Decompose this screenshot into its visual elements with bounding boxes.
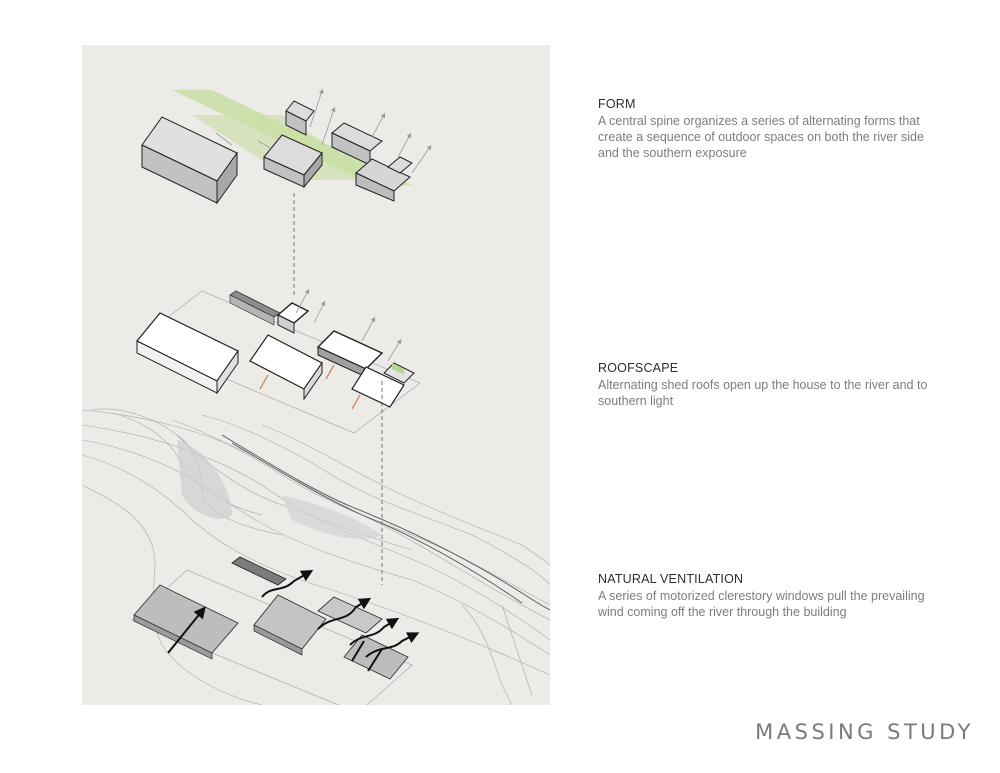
caption-ventilation [598, 572, 928, 620]
vent-block-1 [134, 585, 238, 659]
form-layer [142, 90, 430, 295]
roof-tower [278, 303, 308, 333]
roofscape-layer [137, 291, 420, 585]
vent-block-2 [254, 595, 326, 655]
roof-2 [250, 335, 322, 399]
caption-roofscape [598, 361, 928, 409]
caption-form [598, 97, 928, 161]
caption-roofscape-title: ROOFSCAPE [598, 361, 679, 375]
vent-block-3 [318, 597, 382, 633]
caption-ventilation-text: A series of motorized clerestory windows pull the prevailing wind coming off the river through the building [598, 589, 925, 619]
terrain-contours [82, 409, 550, 705]
sheet-title: MASSING STUDY [755, 720, 974, 744]
caption-ventilation-title: NATURAL VENTILATION [598, 572, 744, 586]
massing-diagram [82, 45, 550, 705]
diagram-panel [82, 45, 550, 705]
ventilation-layer [82, 409, 550, 705]
roof-1 [137, 313, 238, 393]
river-banks [222, 435, 550, 610]
caption-roofscape-text: Alternating shed roofs open up the house to the river and to southern light [598, 378, 928, 408]
caption-form-text: A central spine organizes a series of alternating forms that create a sequence of outdoor spaces on both the river side and the southern exposure [598, 114, 924, 160]
caption-form-title: FORM [598, 97, 636, 111]
terrain-shade [177, 440, 232, 519]
